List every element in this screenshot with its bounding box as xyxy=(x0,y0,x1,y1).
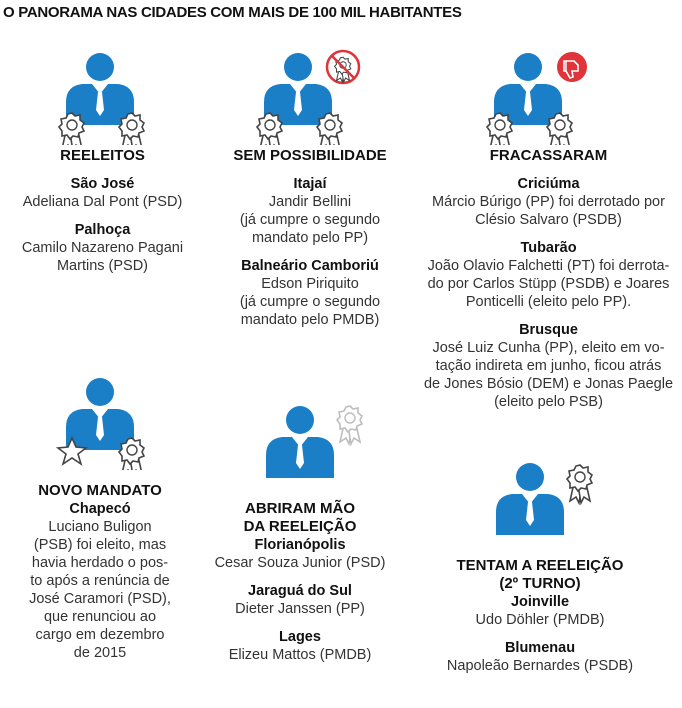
group-reeleitos xyxy=(0,147,205,275)
city-name: Criciúma xyxy=(517,176,580,192)
mayor-detail: mandato pelo PP) xyxy=(251,230,369,246)
city-name: Jaraguá do Sul xyxy=(248,583,352,599)
city-name: Brusque xyxy=(519,322,578,338)
mayor-detail: Márcio Búrigo (PP) foi derrotado por xyxy=(432,194,665,210)
group-sem-possibilidade xyxy=(205,147,415,329)
mayor-detail: havia herdado o pos- xyxy=(31,555,169,571)
group-fracassaram xyxy=(415,147,682,411)
city-name: Florianópolis xyxy=(254,537,346,553)
city-name: Tubarão xyxy=(520,240,577,256)
mayor-detail: Cesar Souza Junior (PSD) xyxy=(214,555,386,571)
group-heading: SEM POSSIBILIDADE xyxy=(233,147,387,164)
city-name: Lages xyxy=(279,629,321,645)
city-name: Palhoça xyxy=(74,222,131,238)
mayor-detail: Ponticelli (eleito pelo PP). xyxy=(465,294,632,310)
mayor-detail: Camilo Nazareno Pagani xyxy=(21,240,184,256)
city-name: Balneário Camboriú xyxy=(241,258,379,274)
mayor-detail: Napoleão Bernardes (PSDB) xyxy=(446,658,634,674)
mayor-detail: José Caramori (PSD), xyxy=(29,591,171,607)
mayor-detail: (eleito pelo PSB) xyxy=(494,394,603,410)
mayor-detail: Martins (PSD) xyxy=(56,258,149,274)
group-tentam-reeleicao xyxy=(420,557,660,675)
mayor-detail: to após a renúncia de xyxy=(30,573,170,589)
mayor-detail: Adeliana Dal Pont (PSD) xyxy=(22,194,183,210)
group-heading: REELEITOS xyxy=(60,147,145,164)
mayor-detail: Elizeu Mattos (PMDB) xyxy=(228,647,372,663)
mayor-detail: José Luiz Cunha (PP), eleito em vo- xyxy=(432,340,665,356)
mayor-detail: do por Carlos Stüpp (PSDB) e Joares xyxy=(427,276,670,292)
politician-with-rosette-icon xyxy=(480,455,600,545)
politician-with-thumbs-down-icon xyxy=(478,45,598,145)
politician-with-star-and-rosette-icon xyxy=(50,370,150,470)
mayor-detail: tação indireta em junho, ficou atrás xyxy=(435,358,662,374)
group-heading: FRACASSARAM xyxy=(489,147,608,164)
mayor-detail: Udo Döhler (PMDB) xyxy=(475,612,605,628)
mayor-detail: que renunciou ao xyxy=(43,609,157,625)
mayor-detail: (já cumpre o segundo xyxy=(239,212,381,228)
group-heading: NOVO MANDATO xyxy=(38,482,162,499)
group-heading-line: TENTAM A REELEIÇÃO xyxy=(456,557,624,574)
group-heading-line: (2º TURNO) xyxy=(499,575,581,592)
politician-with-faded-rosette-icon xyxy=(250,398,370,488)
city-name: Chapecó xyxy=(69,501,131,517)
city-name: Blumenau xyxy=(504,640,576,656)
mayor-detail: Jandir Bellini xyxy=(268,194,352,210)
mayor-detail: cargo em dezembro xyxy=(35,627,165,643)
group-abriram-mao xyxy=(200,500,400,664)
mayor-detail: de Jones Bósio (DEM) e Jonas Paegle xyxy=(423,376,674,392)
mayor-detail: (PSB) foi eleito, mas xyxy=(33,537,167,553)
city-name: São José xyxy=(70,176,135,192)
group-novo-mandato xyxy=(0,482,200,662)
city-name: Itajaí xyxy=(293,176,327,192)
mayor-detail: (já cumpre o segundo xyxy=(239,294,381,310)
mayor-detail: de 2015 xyxy=(73,645,127,661)
mayor-detail: Clésio Salvaro (PSDB) xyxy=(475,212,622,228)
mayor-detail: mandato pelo PMDB) xyxy=(240,312,380,328)
politician-with-rosettes-and-prohibited-rosette-icon xyxy=(248,45,368,145)
mayor-detail: Edson Piriquito xyxy=(261,276,359,292)
mayor-detail: João Olavio Falchetti (PT) foi derrota- xyxy=(427,258,670,274)
mayor-detail: Dieter Janssen (PP) xyxy=(235,601,365,617)
city-name: Joinville xyxy=(510,594,570,610)
page-title: O PANORAMA NAS CIDADES COM MAIS DE 100 MIL HABITANTES xyxy=(3,4,462,21)
group-heading-line: ABRIRAM MÃO xyxy=(245,500,355,517)
group-heading-line: DA REELEIÇÃO xyxy=(243,518,357,535)
politician-with-two-rosettes-icon xyxy=(50,45,150,145)
mayor-detail: Luciano Buligon xyxy=(48,519,152,535)
